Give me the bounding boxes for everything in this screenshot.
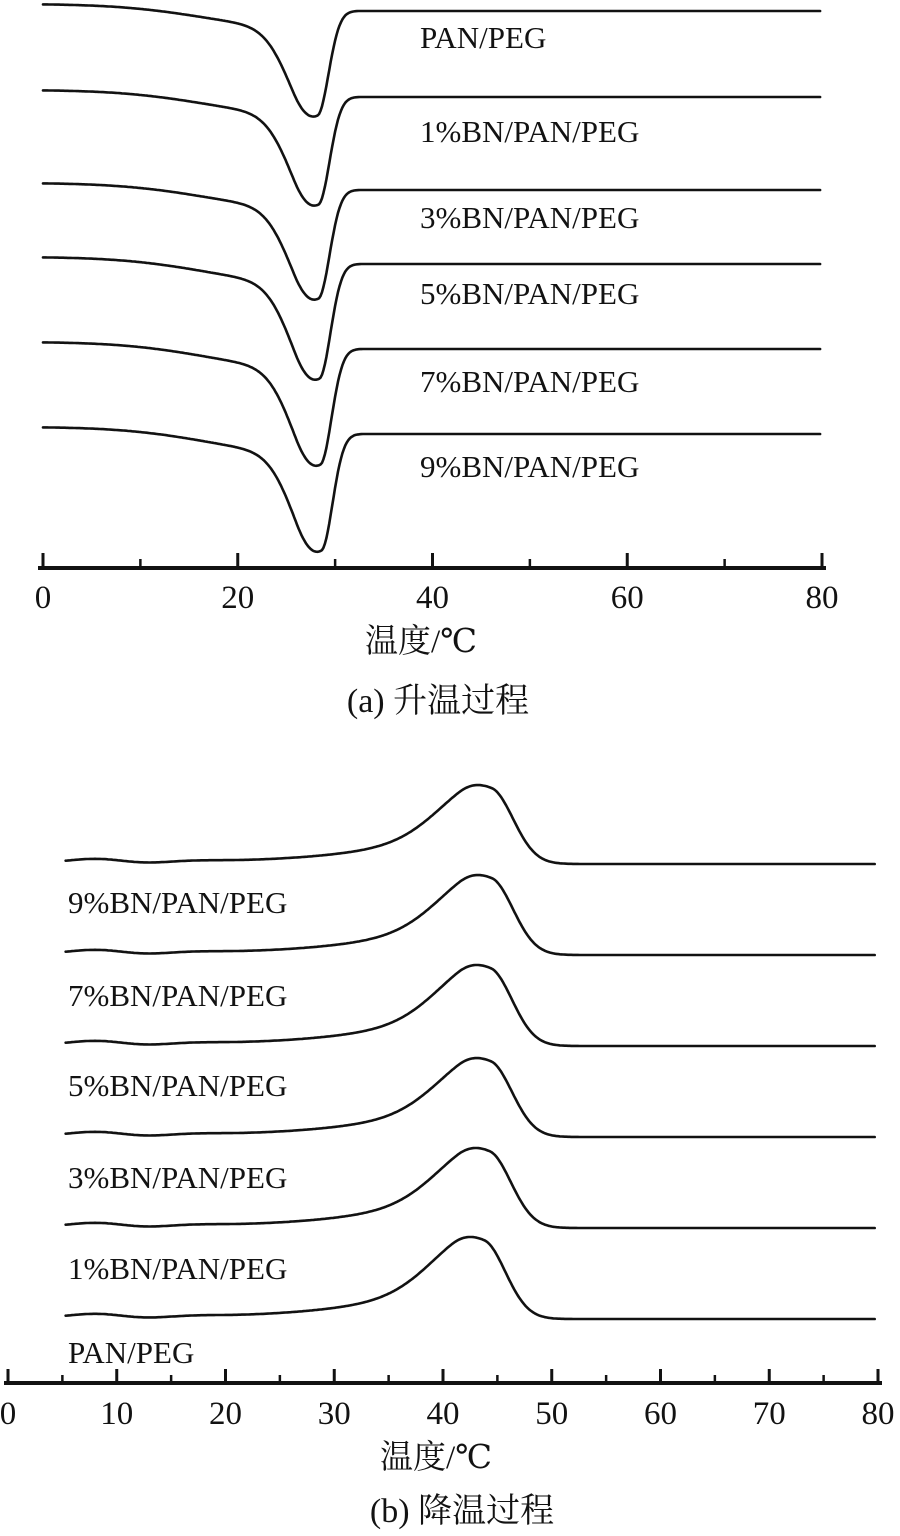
series-label-a-1: 1%BN/PAN/PEG — [420, 114, 640, 149]
dsc-curve-a-4 — [43, 342, 820, 465]
panel-caption-a: (a) 升温过程 — [346, 683, 530, 720]
series-labels-a — [420, 20, 639, 484]
series-label-b-1: 7%BN/PAN/PEG — [68, 978, 288, 1013]
series-label-b-4: 1%BN/PAN/PEG — [68, 1251, 288, 1286]
chart-a-heating — [35, 4, 839, 720]
x-tick-label: 60 — [610, 580, 644, 616]
curve-group-b — [66, 785, 875, 1319]
dsc-curve-a-5 — [43, 427, 820, 551]
series-label-a-0: PAN/PEG — [420, 20, 547, 55]
series-labels-b — [68, 885, 287, 1370]
x-tick-label: 30 — [317, 1396, 351, 1432]
x-axis-title-b: 温度/℃ — [379, 1440, 493, 1476]
series-label-a-3: 5%BN/PAN/PEG — [420, 276, 640, 311]
series-label-a-2: 3%BN/PAN/PEG — [420, 200, 640, 235]
x-tick-label: 60 — [644, 1396, 677, 1432]
x-axis-b — [0, 1369, 895, 1432]
series-label-b-5: PAN/PEG — [68, 1335, 195, 1370]
panel-caption-b: (b) 降温过程 — [369, 1493, 555, 1530]
dsc-curve-b-0 — [66, 785, 875, 864]
x-tick-label: 80 — [805, 580, 839, 616]
series-label-b-2: 5%BN/PAN/PEG — [68, 1068, 288, 1103]
series-label-a-5: 9%BN/PAN/PEG — [420, 449, 640, 484]
x-axis-a — [35, 553, 839, 616]
series-label-b-3: 3%BN/PAN/PEG — [68, 1160, 288, 1195]
chart-b-cooling — [0, 785, 895, 1530]
x-tick-label: 10 — [100, 1396, 134, 1432]
x-tick-label: 20 — [221, 580, 255, 616]
x-tick-label: 0 — [0, 1396, 17, 1432]
x-tick-label: 0 — [34, 580, 52, 616]
x-tick-label: 80 — [861, 1396, 895, 1432]
x-tick-label: 40 — [416, 580, 449, 616]
series-label-b-0: 9%BN/PAN/PEG — [68, 885, 288, 920]
x-tick-label: 50 — [535, 1396, 569, 1432]
x-axis-title-a: 温度/℃ — [364, 624, 478, 660]
x-tick-label: 20 — [209, 1396, 242, 1432]
x-tick-label: 40 — [426, 1396, 460, 1432]
x-tick-label: 70 — [752, 1396, 786, 1432]
series-label-a-4: 7%BN/PAN/PEG — [420, 364, 640, 399]
